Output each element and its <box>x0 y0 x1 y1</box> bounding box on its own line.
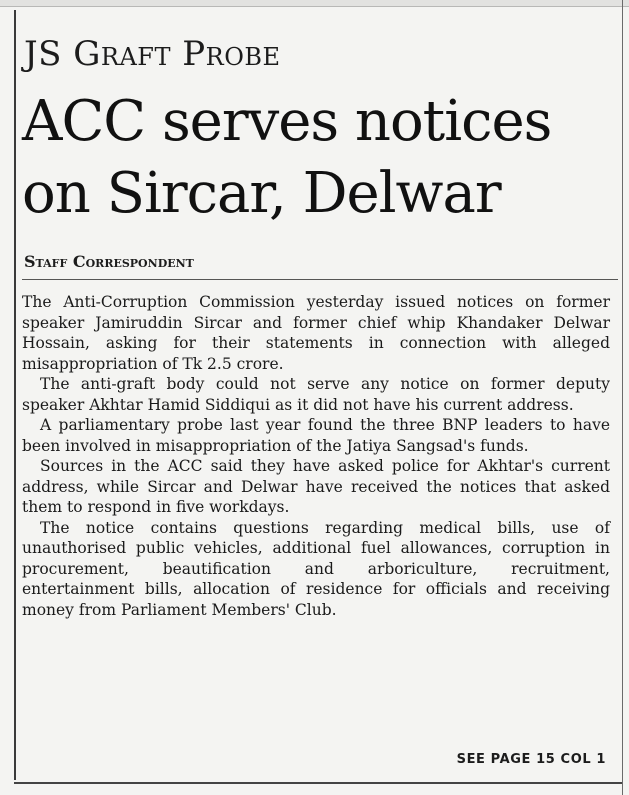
paragraph: The Anti-Corruption Commission yesterday issued notices on former speaker Jamiruddin Sircar and former chief whip Khandaker Delwar Hossain, asking for their statements in connection with alleged misappropriation of Tk 2.5 crore. <box>22 293 610 373</box>
kicker: JS Graft Probe <box>24 34 281 74</box>
paragraph: The anti-graft body could not serve any notice on former deputy speaker Akhtar Hamid Siddiqui as it did not have his current address. <box>22 375 610 414</box>
paragraph: Sources in the ACC said they have asked police for Akhtar's current address, while Sircar and Delwar have received the notices that asked them to respond in five workdays. <box>22 457 610 516</box>
article-body <box>22 292 610 620</box>
bottom-column-rule <box>14 782 622 784</box>
top-border <box>0 0 629 7</box>
paragraph: A parliamentary probe last year found the three BNP leaders to have been involved in misappropriation of the Jatiya Sangsad's funds. <box>22 416 610 455</box>
byline: Staff Correspondent <box>24 252 194 271</box>
continued-on-page: SEE PAGE 15 COL 1 <box>456 752 606 767</box>
right-column-rule <box>622 0 623 795</box>
left-column-rule <box>14 10 16 780</box>
headline: ACC serves notices on Sircar, Delwar <box>22 89 552 226</box>
byline-divider <box>22 279 618 280</box>
paragraph: The notice contains questions regarding medical bills, use of unauthorised public vehicles, additional fuel allowances, corruption in procurement, beautification and arboriculture, recruitment, entertainment bills, allocation of residence for officials and receiving money from Parliament Members' Club. <box>22 518 610 619</box>
